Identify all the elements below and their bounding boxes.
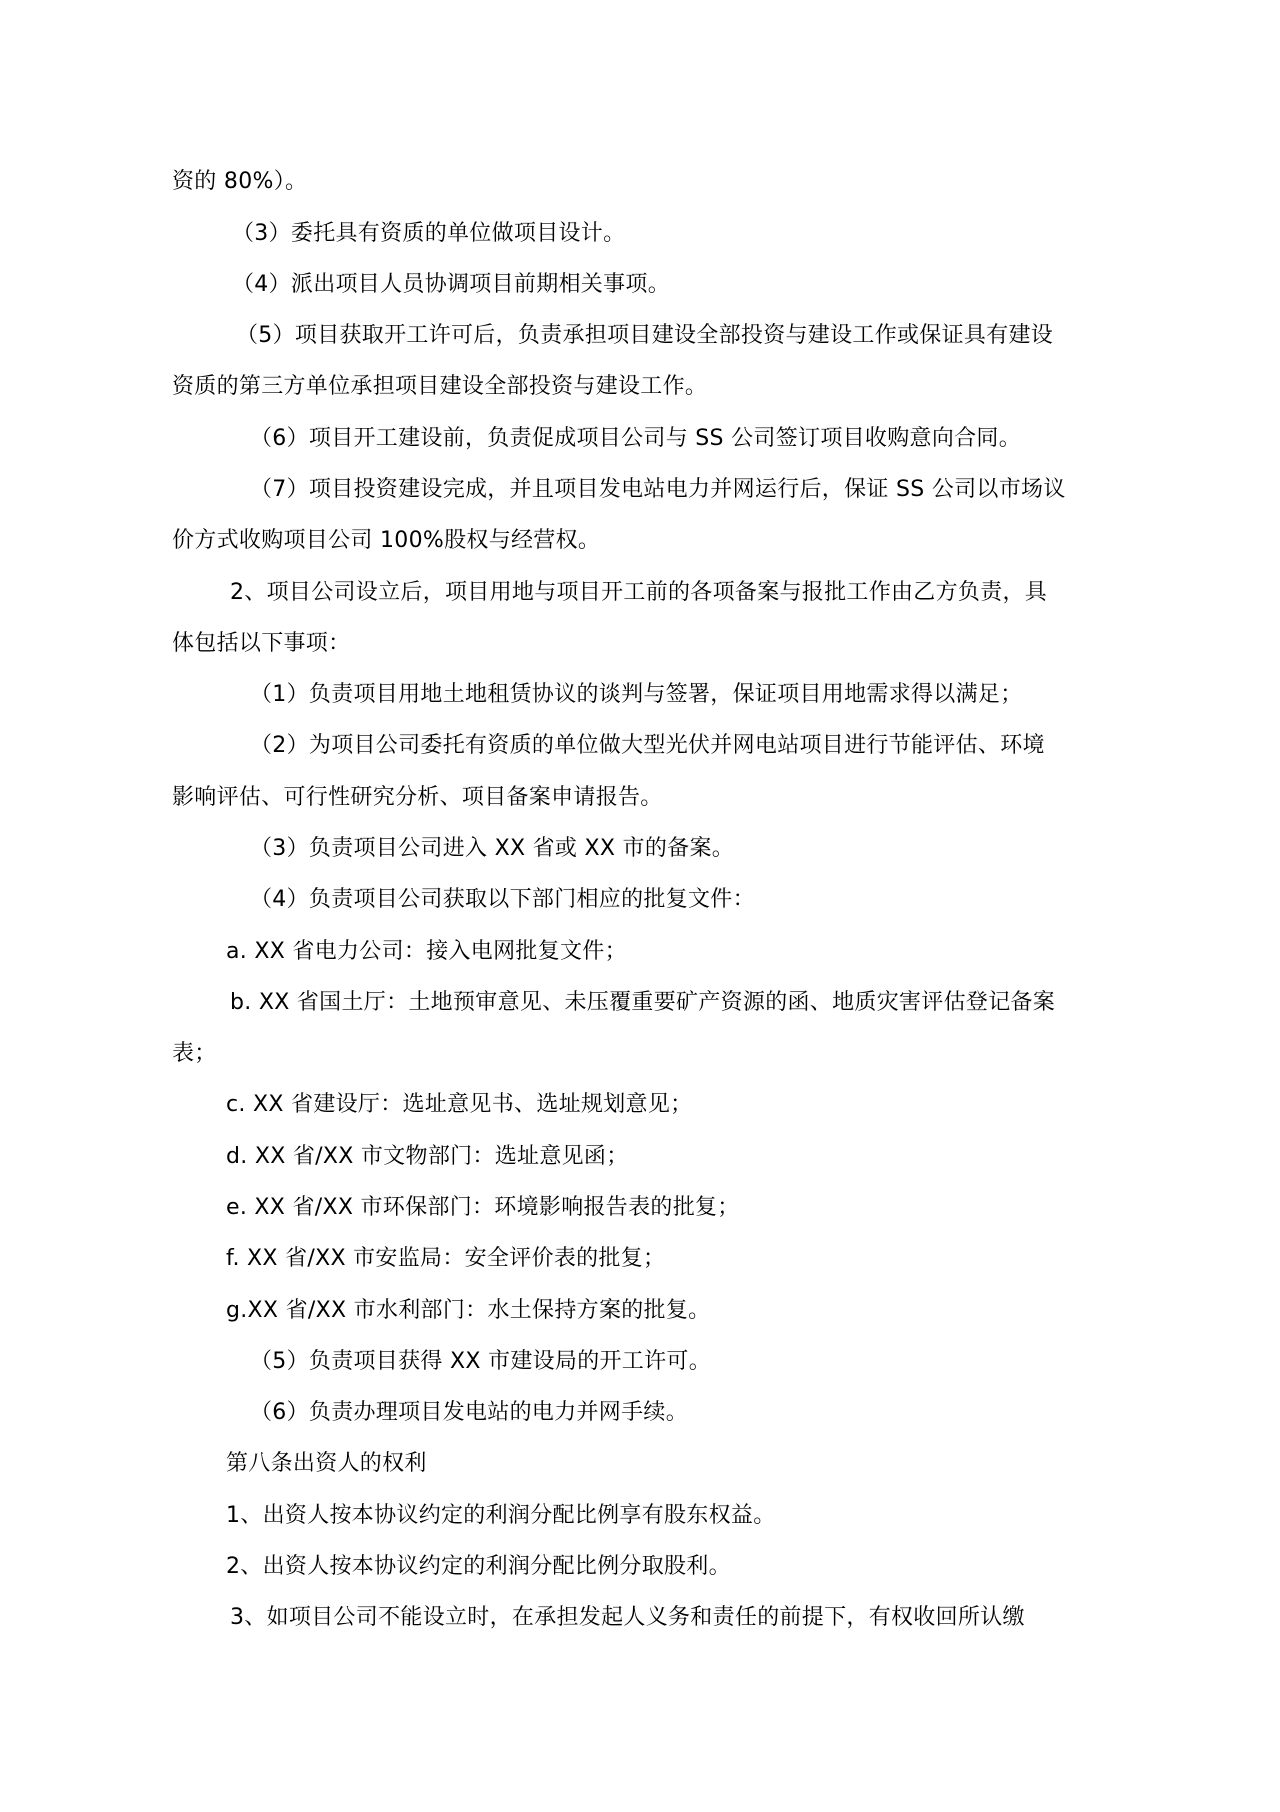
text-line: （4）派出项目人员协调项目前期相关事项。: [232, 272, 670, 297]
text-line: （5）负责项目获得 XX 市建设局的开工许可。: [250, 1349, 712, 1374]
text-line: 2、项目公司设立后，项目用地与项目开工前的各项备案与报批工作由乙方负责，具: [230, 580, 1048, 605]
text-line: （6）项目开工建设前，负责促成项目公司与 SS 公司签订项目收购意向合同。: [250, 426, 1022, 451]
text-line: b. XX 省国土厅：土地预审意见、未压覆重要矿产资源的函、地质灾害评估登记备案: [230, 990, 1056, 1015]
text-line: 体包括以下事项：: [172, 631, 351, 656]
text-line: （6）负责办理项目发电站的电力并网手续。: [250, 1400, 688, 1425]
text-line: 2、出资人按本协议约定的利润分配比例分取股利。: [226, 1554, 731, 1579]
text-line: g.XX 省/XX 市水利部门：水土保持方案的批复。: [226, 1298, 711, 1323]
text-line: 资的 80%）。: [172, 169, 308, 194]
text-line: 3、如项目公司不能设立时，在承担发起人义务和责任的前提下，有权收回所认缴: [230, 1605, 1025, 1630]
text-line: c. XX 省建设厅：选址意见书、选址规划意见；: [226, 1092, 693, 1117]
text-line: 价方式收购项目公司 100%股权与经营权。: [172, 528, 601, 553]
text-line: e. XX 省/XX 市环保部门：环境影响报告表的批复；: [226, 1195, 740, 1220]
text-line: a. XX 省电力公司：接入电网批复文件；: [226, 939, 627, 964]
text-line: f. XX 省/XX 市安监局：安全评价表的批复；: [226, 1246, 666, 1271]
text-line: 影响评估、可行性研究分析、项目备案申请报告。: [172, 785, 663, 810]
text-line: 资质的第三方单位承担项目建设全部投资与建设工作。: [172, 374, 708, 399]
section-heading: 第八条出资人的权利: [226, 1451, 427, 1476]
text-line: （2）为项目公司委托有资质的单位做大型光伏并网电站项目进行节能评估、环境: [250, 733, 1045, 758]
text-line: d. XX 省/XX 市文物部门：选址意见函；: [226, 1144, 629, 1169]
text-line: 表；: [172, 1041, 217, 1066]
text-line: （4）负责项目公司获取以下部门相应的批复文件：: [250, 887, 755, 912]
text-line: （3）委托具有资质的单位做项目设计。: [232, 221, 626, 246]
text-line: （7）项目投资建设完成，并且项目发电站电力并网运行后，保证 SS 公司以市场议: [250, 477, 1066, 502]
text-line: （5）项目获取开工许可后，负责承担项目建设全部投资与建设工作或保证具有建设: [236, 323, 1054, 348]
text-line: 1、出资人按本协议约定的利润分配比例享有股东权益。: [226, 1503, 776, 1528]
text-line: （1）负责项目用地土地租赁协议的谈判与签署，保证项目用地需求得以满足；: [250, 682, 1023, 707]
text-line: （3）负责项目公司进入 XX 省或 XX 市的备案。: [250, 836, 735, 861]
